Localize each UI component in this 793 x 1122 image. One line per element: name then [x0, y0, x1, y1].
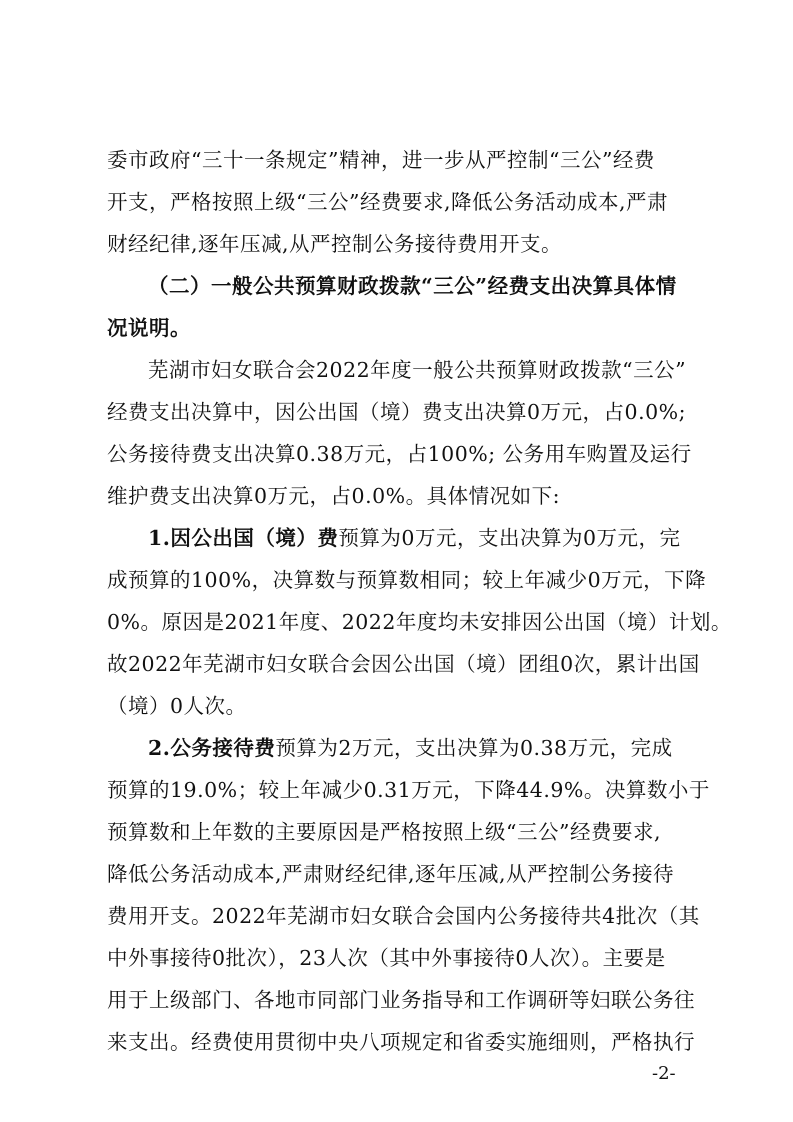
body-text-line: 成预算的100%，决算数与预算数相同；较上年减少0万元，下降	[107, 568, 707, 592]
body-text-line: 维护费支出决算0万元，占0.0%。具体情况如下:	[107, 484, 561, 508]
body-text-line	[148, 733, 692, 763]
body-text-line: 用于上级部门、各地市同部门业务指导和工作调研等妇联公务往	[107, 988, 695, 1012]
body-text-line: 财经纪律,逐年压减,从严控制公务接待费用开支。	[107, 232, 563, 256]
body-text: 预算为0万元，支出决算为0万元，完	[338, 526, 681, 550]
body-text-line: 经费支出决算中，因公出国（境）费支出决算0万元，占0.0%;	[107, 400, 687, 424]
body-text-line: （境）0人次。	[107, 694, 247, 718]
body-text-line: 来支出。经费使用贯彻中央八项规定和省委实施细则，严格执行	[107, 1030, 695, 1054]
body-text-line: 中外事接待0批次），23人次（其中外事接待0人次）。主要是	[107, 946, 666, 970]
body-text-line: 预算的19.0%；较上年减少0.31万元，下降44.9%。决算数小于	[107, 778, 710, 802]
body-text-line: 芜湖市妇女联合会2022年度一般公共预算财政拨款“三公”	[148, 358, 687, 382]
body-text-line: 开支，严格按照上级“三公”经费要求,降低公务活动成本,严肃	[107, 190, 668, 214]
body-text: 预算为2万元，支出决算为0.38万元，完成	[275, 736, 673, 760]
body-text-line: 委市政府“三十一条规定”精神，进一步从严控制“三公”经费	[107, 148, 655, 172]
body-text-line: 费用开支。2022年芜湖市妇女联合会国内公务接待共4批次（其	[107, 904, 700, 928]
section-heading-line: 况说明。	[107, 316, 191, 340]
subsection-heading: 1.因公出国（境）费	[148, 526, 339, 550]
body-text-line: 0%。原因是2021年度、2022年度均未安排因公出国（境）计划。	[107, 610, 732, 634]
subsection-heading: 2.公务接待费	[148, 736, 276, 760]
body-text-line: 预算数和上年数的主要原因是严格按照上级“三公”经费要求,	[107, 820, 661, 844]
body-text-line: 降低公务活动成本,严肃财经纪律,逐年压减,从严控制公务接待	[107, 862, 675, 886]
page-number: -2-	[652, 1063, 676, 1084]
body-text-line: 公务接待费支出决算0.38万元，占100%; 公务用车购置及运行	[107, 442, 692, 466]
body-text-line	[148, 523, 692, 553]
body-text-line: 故2022年芜湖市妇女联合会因公出国（境）团组0次，累计出国	[107, 652, 700, 676]
section-heading-line: （二）一般公共预算财政拨款“三公”经费支出决算具体情	[148, 274, 677, 298]
